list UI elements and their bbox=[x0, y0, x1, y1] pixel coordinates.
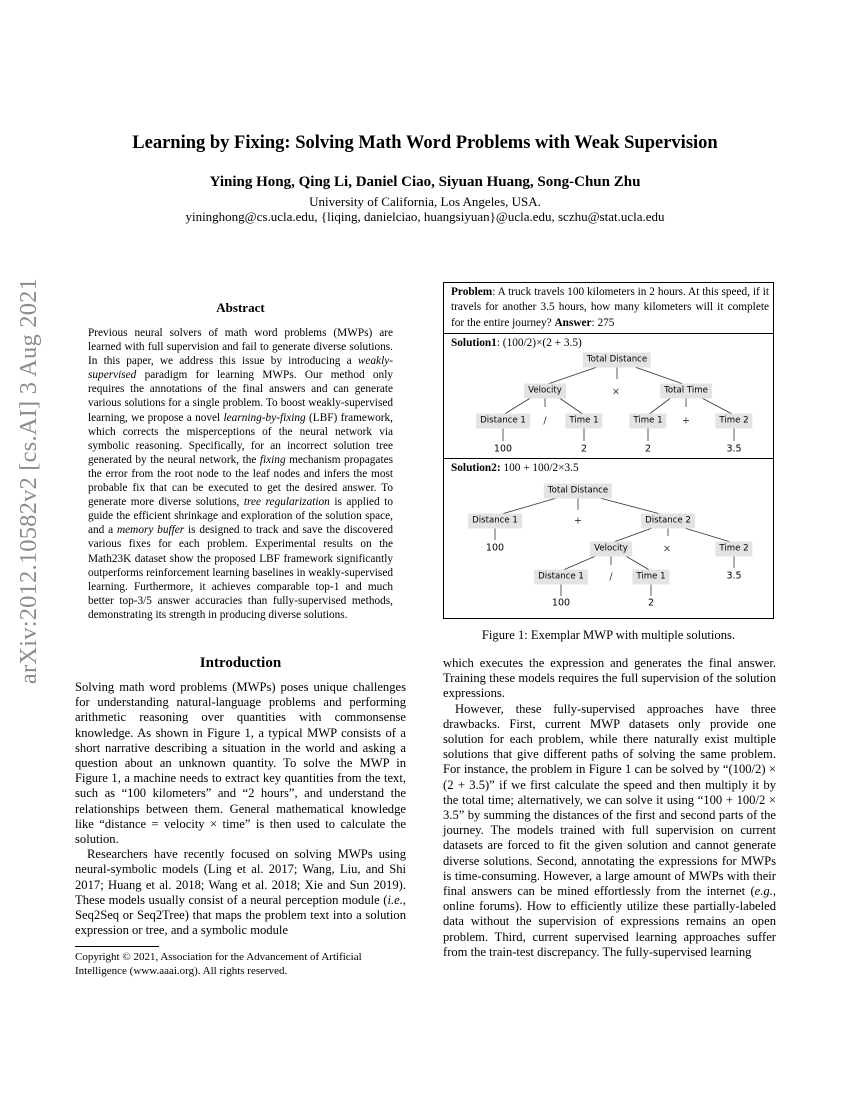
tree1-velocity-node: Velocity bbox=[524, 384, 566, 399]
abstract-emphasis: tree regularization bbox=[243, 496, 330, 509]
abstract-text: mechanism propagates the error from the root node to the leaf nodes and infers the most probable fix that can be executed to get the desired answer. To generate more diverse solutions, bbox=[88, 453, 393, 509]
author-emails: yininghong@cs.ucla.edu, {liqing, danielciao, huangsiyuan}@ucla.edu, sczhu@stat.ucla.edu bbox=[185, 209, 665, 224]
solution2-expression: 100 + 100/2×3.5 bbox=[503, 462, 579, 474]
tree1-total-time-node: Total Time bbox=[660, 384, 712, 399]
tree1-operator: / bbox=[543, 415, 547, 427]
abstract-heading: Abstract bbox=[216, 300, 265, 315]
tree-edge bbox=[558, 397, 584, 415]
tree2-leaf-value: 3.5 bbox=[726, 570, 742, 582]
author-list: Yining Hong, Qing Li, Daniel Ciao, Siyuan Huang, Song-Chun Zhu bbox=[209, 174, 641, 190]
intro-text: However, these fully-supervised approaches have three drawbacks. First, current MWP datasets only provide one solution for each problem, while there naturally exist multiple solutions that give different paths of solving the same problem. For instance, the problem in Figure 1 can be solved by “(100/2) × (2 + 3.5)” if we first calculate the speed and then multiply it by the total time; alternatively, we can solve it using “100 + 100/2 × 3.5” by summing the distances of the first and second parts of the journey. The models trained with full supervision on current datasets are forced to fit the given solution and cannot generate diverse solutions. Second, annotating the expressions for MWPs is time-consuming. However, a large amount of MWPs with their final answers can be mined effortlessly from the internet ( bbox=[443, 701, 776, 899]
intro-emphasis: e.g. bbox=[754, 884, 773, 899]
solution1-expression: : (100/2)×(2 + 3.5) bbox=[496, 337, 582, 349]
tree2-leaf-value: 100 bbox=[485, 542, 505, 554]
intro-text: Researchers have recently focused on solving MWPs using neural-symbolic models (Ling et al. 2017; Wang, Liu, and Shi 2017; Huang et al. 2018; Wang et al. 2018; Xie and Sun 2019). These models usually consist of a neural perception module ( bbox=[75, 847, 406, 907]
tree2-distance2-node: Distance 2 bbox=[641, 514, 695, 529]
tree2-leaf-value: 2 bbox=[647, 597, 655, 609]
abstract-text: is applied to guide the efficient shrinkage and exploration of the solution space, and a bbox=[88, 496, 394, 537]
abstract-text: is designed to track and save the discovered various fixes for each problem. Experimental results on the Math23K dataset show the proposed LBF framework significantly outperforms reinforcement learning baselines in weakly-supervised learning. Furthermore, it achieves comparable top-1 and much better top-3/5 answer accuracies than fully-supervised methods, demonstrating its strength in producing diverse solutions. bbox=[88, 524, 393, 621]
intro-paragraph-1: Solving math word problems (MWPs) poses unique challenges for understanding natural-language problems and performing arithmetic reasoning over quantities with commonsense knowledge. As shown in Figure 1, a typical MWP consists of a short narrative describing a situation in the world and asking a question about an unknown quantity. To solve the MWP in Figure 1, a machine needs to extract key quantities from the text, such as “100 kilometers” and “2 hours”, and understand the relationships between them. General mathematical knowledge like “distance = velocity × time” is then used to calculate the solution. bbox=[75, 680, 406, 847]
tree1-distance1-node: Distance 1 bbox=[476, 414, 530, 429]
abstract-text: paradigm for learning MWPs. Our method only requires the annotations of the final answers and can generate various solutions for a single problem. To boost weakly-supervised learning, we propose a novel bbox=[88, 369, 393, 424]
tree1-root-node: Total Distance bbox=[583, 353, 651, 368]
tree1-leaf-value: 2 bbox=[644, 443, 652, 455]
tree1-time1-node: Time 1 bbox=[565, 414, 602, 429]
tree1-leaf-value: 2 bbox=[580, 443, 588, 455]
abstract-emphasis: fixing bbox=[259, 453, 286, 466]
abstract-emphasis: memory buffer bbox=[116, 524, 185, 537]
figure-1-caption: Figure 1: Exemplar MWP with multiple solutions. bbox=[481, 628, 736, 642]
tree-edge bbox=[545, 366, 600, 385]
tree2-operator: × bbox=[663, 543, 671, 555]
abstract-emphasis: learning-by-fixing bbox=[223, 411, 306, 424]
tree2-time1-node: Time 1 bbox=[632, 570, 669, 585]
answer-label: Answer bbox=[554, 316, 592, 329]
intro-emphasis: i.e. bbox=[387, 892, 403, 907]
solution2-label: Solution2: bbox=[451, 462, 501, 474]
intro-text: , online forums). How to efficiently utilize these partially-labeled data without the supervision of expressions remains an open problem. Third, current supervised learning approaches suffer from the train-test discrepancy. The fully-supervised learning bbox=[443, 884, 776, 959]
affiliation: University of California, Los Angeles, USA. bbox=[309, 194, 541, 209]
tree2-distance1-node: Distance 1 bbox=[468, 514, 522, 529]
intro-text: , Seq2Seq or Seq2Tree) that maps the problem text into a solution expression or tree, and a symbolic module bbox=[75, 892, 406, 938]
tree2-distance1-node: Distance 1 bbox=[534, 570, 588, 585]
answer-value: : 275 bbox=[591, 316, 615, 329]
tree2-root-node: Total Distance bbox=[544, 484, 612, 499]
tree2-leaf-value: 100 bbox=[551, 597, 571, 609]
tree1-operator: × bbox=[612, 386, 620, 398]
tree2-operator: + bbox=[574, 515, 582, 527]
tree-edge bbox=[632, 366, 686, 385]
tree2-operator: / bbox=[609, 571, 613, 583]
tree-edge bbox=[503, 397, 532, 415]
problem-text: : A truck travels 100 kilometers in 2 hours. At this speed, if it travels for another 3.5 hours, how many kilometers will it complete for the entire journey? bbox=[451, 286, 769, 329]
tree2-velocity-node: Velocity bbox=[590, 542, 632, 557]
tree1-leaf-value: 3.5 bbox=[726, 443, 742, 455]
intro-paragraph-3: which executes the expression and generates the final answer. Training these models requires the full supervision of the solution expressions. bbox=[443, 656, 776, 701]
abstract-emphasis: weakly-supervised bbox=[88, 355, 393, 382]
tree1-operator: + bbox=[682, 415, 690, 427]
tree-edge bbox=[700, 397, 734, 415]
paper-title: Learning by Fixing: Solving Math Word Problems with Weak Supervision bbox=[132, 133, 718, 153]
problem-label: Problem bbox=[451, 286, 493, 298]
arxiv-stamp-text: arXiv:2012.10582v2 [cs.AI] 3 Aug 2021 bbox=[15, 277, 43, 685]
abstract-text: Previous neural solvers of math word problems (MWPs) are learned with full supervision and fail to generate diverse solutions. In this paper, we address this issue by introducing a bbox=[88, 327, 393, 368]
tree1-time1-node: Time 1 bbox=[629, 414, 666, 429]
tree1-leaf-value: 100 bbox=[493, 443, 513, 455]
copyright-footnote: Copyright © 2021, Association for the Advancement of Artificial Intelligence (www.aaai.org). All rights reserved. bbox=[75, 951, 362, 977]
tree-edge bbox=[648, 397, 672, 415]
tree2-time2-node: Time 2 bbox=[715, 542, 752, 557]
solution1-label: Solution1 bbox=[451, 337, 497, 349]
tree1-time2-node: Time 2 bbox=[715, 414, 752, 429]
intro-heading: Introduction bbox=[199, 655, 282, 671]
abstract-text: (LBF) framework, which corrects the misperceptions of the neural network via symbolic reasoning. Specifically, for an incorrect solution tree generated by the neural network, the bbox=[88, 411, 393, 466]
